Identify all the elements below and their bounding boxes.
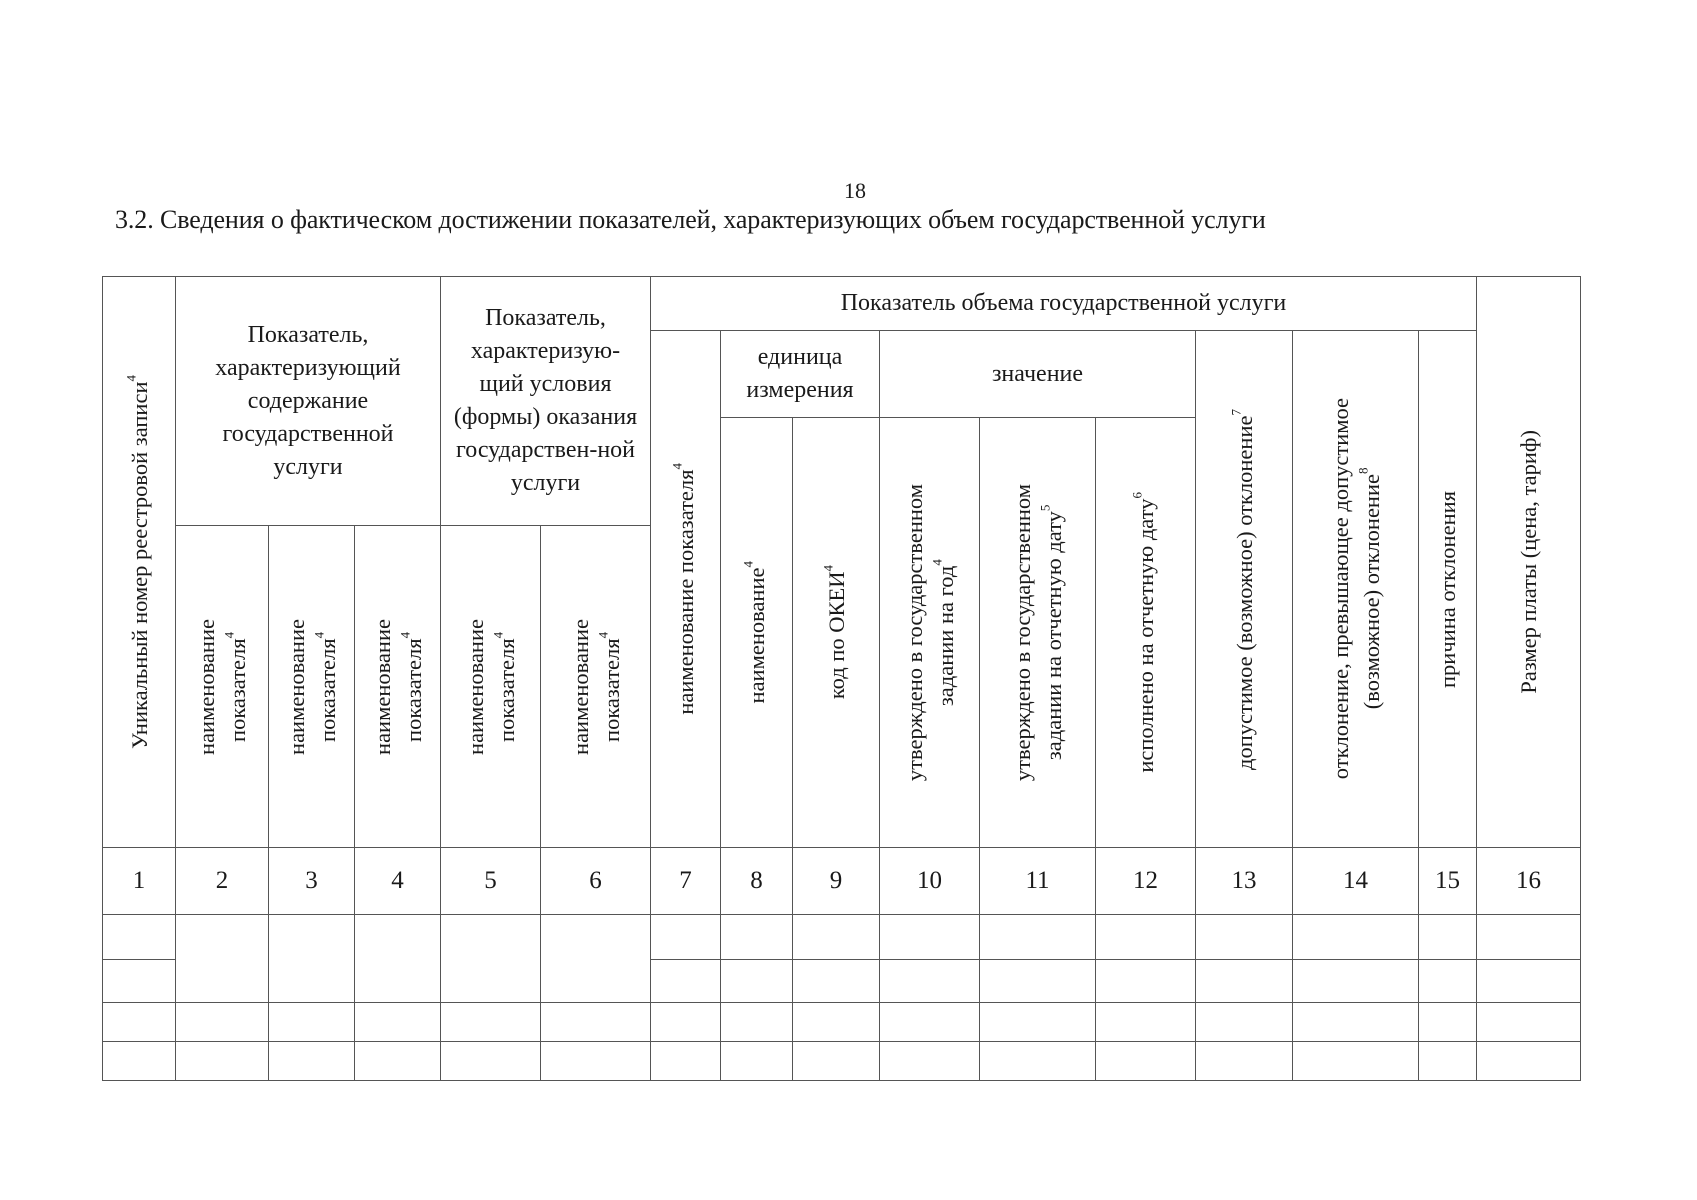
table-cell <box>1419 1003 1477 1042</box>
table-cell <box>355 1003 441 1042</box>
column-number: 12 <box>1096 848 1196 915</box>
table-cell <box>980 915 1096 960</box>
table-row <box>103 1042 1581 1081</box>
table-cell <box>1293 915 1419 960</box>
column-number: 8 <box>721 848 793 915</box>
table-cell <box>880 1042 980 1081</box>
table-cell <box>880 960 980 1003</box>
column-number: 13 <box>1196 848 1293 915</box>
table-cell <box>980 1042 1096 1081</box>
table-cell <box>1096 960 1196 1003</box>
table-cell <box>541 1042 651 1081</box>
section-title: 3.2. Сведения о фактическом достижении показателей, характеризующих объем государственной услуги <box>115 205 1266 234</box>
table-cell <box>355 915 441 1003</box>
table-cell <box>1293 1042 1419 1081</box>
table-cell <box>793 1003 880 1042</box>
column-number: 10 <box>880 848 980 915</box>
header-fee: Размер платы (цена, тариф) <box>1477 277 1581 848</box>
header-approved-date: утверждено в государственном задании на отчетную дату$^5$ <box>980 418 1096 848</box>
table-cell <box>541 1003 651 1042</box>
table-cell <box>721 1042 793 1081</box>
table-cell <box>793 1042 880 1081</box>
table-cell <box>441 1003 541 1042</box>
table-cell <box>1293 1003 1419 1042</box>
header-executed: исполнено на отчетную дату$^6$ <box>1096 418 1196 848</box>
table-cell <box>651 1042 721 1081</box>
header-exceeding-deviation: отклонение, превышающее допустимое (возможное) отклонение$^8$ <box>1293 331 1419 848</box>
header-okei-code: код по ОКЕИ$^4$ <box>793 418 880 848</box>
table-cell <box>269 915 355 1003</box>
header-content-indicator: Показатель, характеризующий содержание государственной услуги <box>176 277 441 526</box>
table-cell <box>1477 960 1581 1003</box>
table-cell <box>1477 915 1581 960</box>
table-cell <box>355 1042 441 1081</box>
column-number: 7 <box>651 848 721 915</box>
table-cell <box>103 915 176 960</box>
table-cell <box>269 1042 355 1081</box>
table-row <box>103 1003 1581 1042</box>
header-sub-indicator-6: наименование показателя$^4$ <box>541 526 651 848</box>
table-cell <box>103 1042 176 1081</box>
page-number: 18 <box>844 178 866 203</box>
indicators-table <box>102 276 1581 1081</box>
table-cell <box>980 960 1096 1003</box>
table-cell <box>880 1003 980 1042</box>
table-cell <box>441 915 541 1003</box>
table-cell <box>793 915 880 960</box>
header-sub-indicator-3: наименование показателя$^4$ <box>269 526 355 848</box>
table-cell <box>721 960 793 1003</box>
table-cell <box>1196 915 1293 960</box>
table-cell <box>793 960 880 1003</box>
header-indicator-name: наименование показателя$^4$ <box>651 331 721 848</box>
table-cell <box>1196 1042 1293 1081</box>
table-cell <box>1477 1042 1581 1081</box>
header-sub-indicator-5: наименование показателя$^4$ <box>441 526 541 848</box>
column-numbers-row <box>103 848 1581 915</box>
column-number: 4 <box>355 848 441 915</box>
table-cell <box>1096 915 1196 960</box>
table-cell <box>1419 915 1477 960</box>
table-cell <box>651 960 721 1003</box>
table-cell <box>651 915 721 960</box>
table-cell <box>721 915 793 960</box>
table-cell <box>1419 1042 1477 1081</box>
table-cell <box>1419 960 1477 1003</box>
column-number: 9 <box>793 848 880 915</box>
column-number: 6 <box>541 848 651 915</box>
header-allowed-deviation: допустимое (возможное) отклонение$^7$ <box>1196 331 1293 848</box>
table-cell <box>1293 960 1419 1003</box>
table-cell <box>176 1042 269 1081</box>
header-unit-of-measure: единица измерения <box>721 331 880 418</box>
header-sub-indicator-2: наименование показателя$^4$ <box>176 526 269 848</box>
table-cell <box>880 915 980 960</box>
header-sub-indicator-4: наименование показателя$^4$ <box>355 526 441 848</box>
table-cell <box>541 915 651 1003</box>
column-number: 1 <box>103 848 176 915</box>
column-number: 16 <box>1477 848 1581 915</box>
header-value: значение <box>880 331 1196 418</box>
header-approved-year: утверждено в государственном задании на год$^4$ <box>880 418 980 848</box>
table-cell <box>980 1003 1096 1042</box>
table-cell <box>103 960 176 1003</box>
table-cell <box>1096 1042 1196 1081</box>
table-cell <box>651 1003 721 1042</box>
column-number: 2 <box>176 848 269 915</box>
table-cell <box>103 1003 176 1042</box>
header-volume-indicator: Показатель объема государственной услуги <box>651 277 1477 331</box>
header-unit-name: наименование$^4$ <box>721 418 793 848</box>
table-cell <box>441 1042 541 1081</box>
table-cell <box>176 915 269 1003</box>
header-registry-number: Уникальный номер реестровой записи$^4$ <box>103 277 176 848</box>
table-row <box>103 915 1581 960</box>
header-conditions-indicator: Показатель, характеризую-щий условия (формы) оказания государствен-ной услуги <box>441 277 651 526</box>
column-number: 3 <box>269 848 355 915</box>
column-number: 11 <box>980 848 1096 915</box>
table-cell <box>1477 1003 1581 1042</box>
table-cell <box>1196 1003 1293 1042</box>
column-number: 14 <box>1293 848 1419 915</box>
table-cell <box>721 1003 793 1042</box>
table-cell <box>176 1003 269 1042</box>
column-number: 5 <box>441 848 541 915</box>
table-cell <box>269 1003 355 1042</box>
table-cell <box>1096 1003 1196 1042</box>
column-number: 15 <box>1419 848 1477 915</box>
table-cell <box>1196 960 1293 1003</box>
header-deviation-reason: причина отклонения <box>1419 331 1477 848</box>
